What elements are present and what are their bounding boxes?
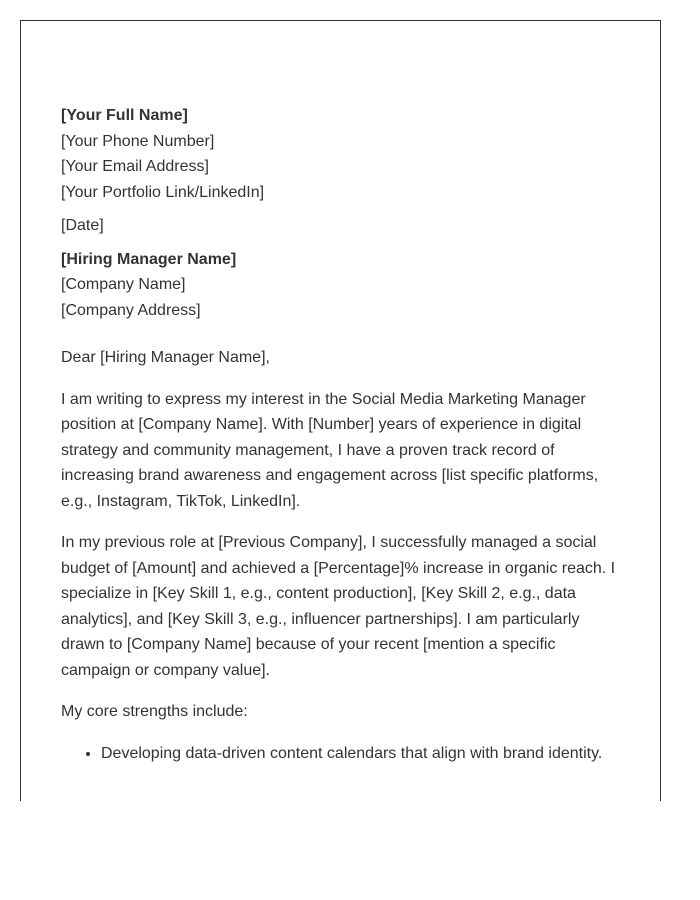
body-paragraph-experience: In my previous role at [Previous Company], I successfully managed a social budget of [Amount] and achieved a [Percentage]% increase in organic reach. I specialize in [Key Skill 1, e.g., content production], [Key Skill 2, e.g., data analytics], and [Key Skill 3, e.g., influencer partnerships]. I am particularly drawn to [Company Name] because of your recent [mention a specific campaign or company value]. [61, 534, 616, 679]
date-block [61, 213, 621, 239]
sender-name: [Your Full Name] [61, 107, 188, 124]
salutation: Dear [Hiring Manager Name], [61, 349, 270, 366]
letter-page [20, 20, 661, 801]
letter-content [61, 103, 621, 766]
sender-phone: [Your Phone Number] [61, 132, 215, 150]
recipient-name: [Hiring Manager Name] [61, 250, 237, 268]
recipient-block [61, 247, 621, 324]
body-paragraph-intro: I am writing to express my interest in the Social Media Marketing Manager position at [Company Name]. With [Number] years of experience in digital strategy and community management, I have a proven track record of increasing brand awareness and engagement across [list specific platforms, e.g., Instagram, TikTok, LinkedIn]. [61, 390, 599, 510]
sender-block [61, 103, 621, 205]
letter-date: [Date] [61, 217, 104, 234]
sender-email: [Your Email Address] [61, 158, 209, 175]
strengths-list [61, 741, 621, 767]
sender-portfolio: [Your Portfolio Link/LinkedIn] [61, 183, 265, 201]
list-item: • Developing data-driven content calendars that align with brand identity. [101, 741, 621, 767]
recipient-company: [Company Name] [61, 276, 186, 293]
strengths-intro: My core strengths include: [61, 703, 248, 720]
recipient-address: [Company Address] [61, 301, 201, 319]
